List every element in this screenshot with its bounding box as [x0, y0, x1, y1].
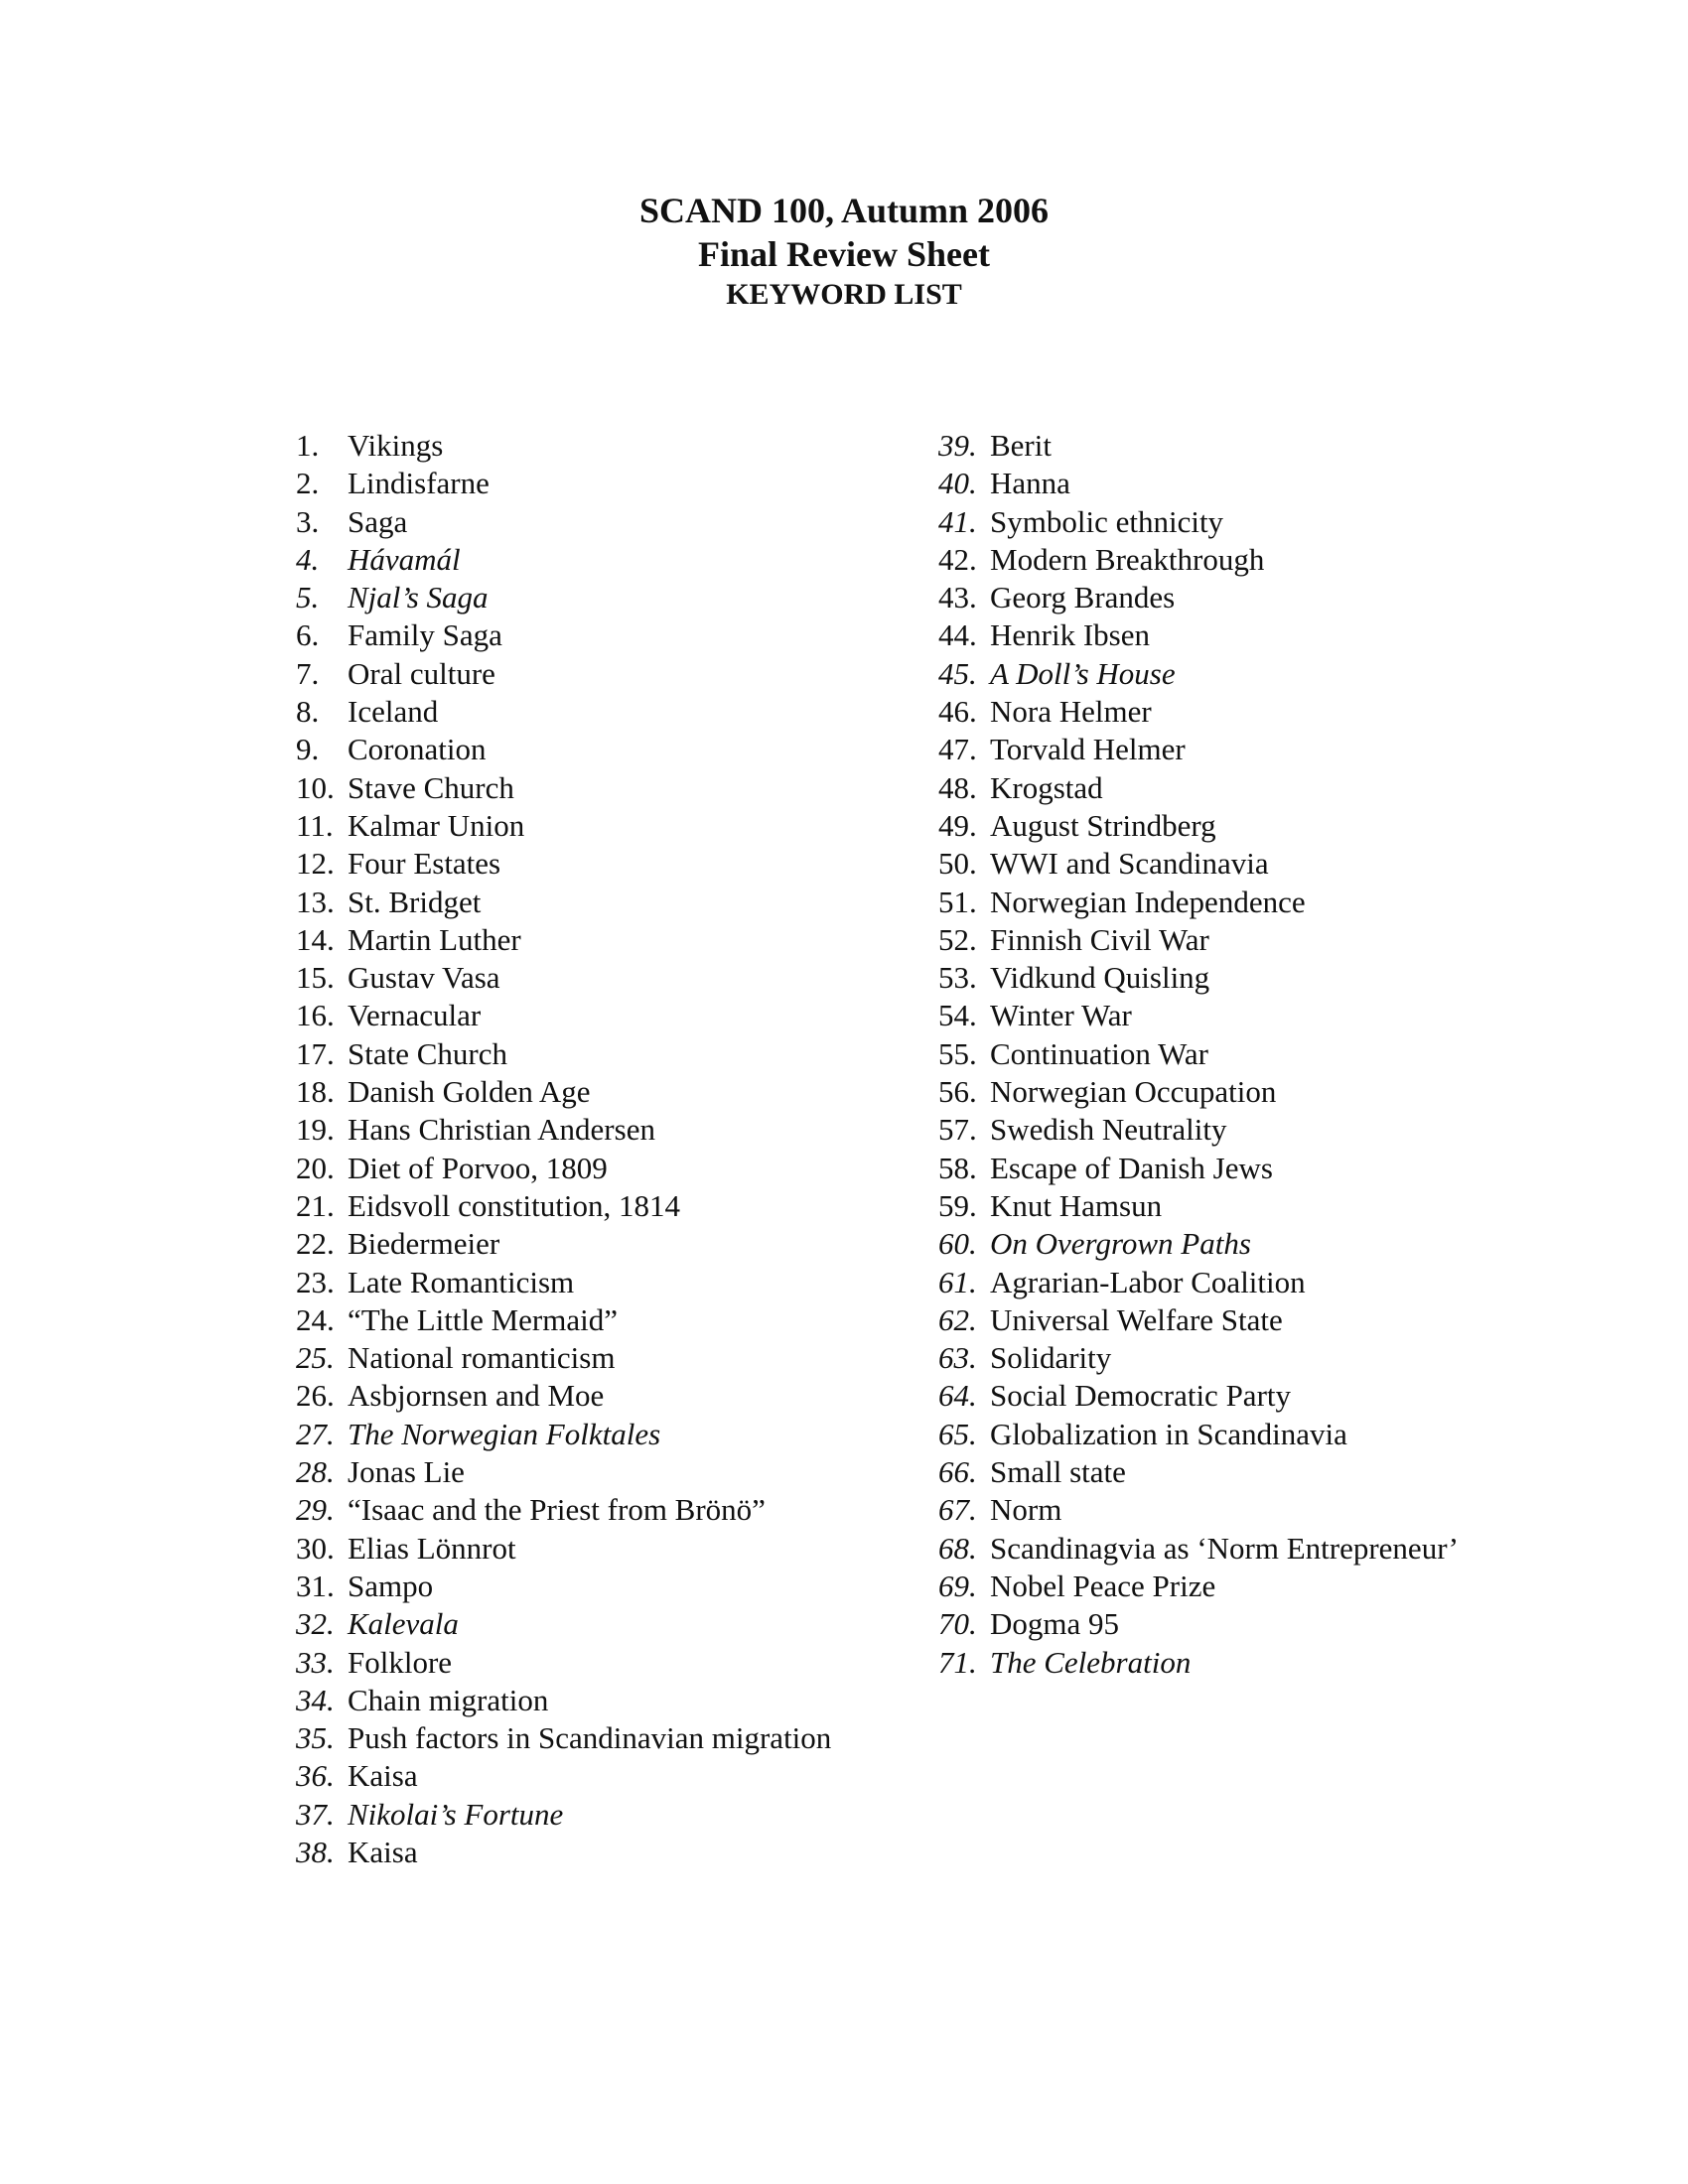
keyword-text: WWI and Scandinavia — [990, 846, 1269, 882]
keyword-item — [938, 1225, 1475, 1263]
keyword-item — [296, 1111, 912, 1149]
keyword-text: Universal Welfare State — [990, 1301, 1283, 1337]
keyword-text: St. Bridget — [348, 884, 482, 919]
keyword-text: Knut Hamsun — [990, 1187, 1163, 1223]
keyword-number: 54. — [938, 998, 977, 1033]
keyword-text: Globalization in Scandinavia — [990, 1416, 1347, 1451]
keyword-list-right-column — [938, 427, 1475, 1682]
keyword-item — [296, 731, 912, 768]
keyword-number: 13. — [296, 884, 335, 919]
keyword-item — [296, 1377, 912, 1415]
keyword-text: Nobel Peace Prize — [990, 1568, 1216, 1603]
keyword-text: Coronation — [348, 732, 487, 767]
document-header — [0, 189, 1688, 314]
keyword-item — [938, 465, 1475, 502]
keyword-item — [296, 1187, 912, 1225]
keyword-item — [938, 1111, 1475, 1149]
keyword-number: 62. — [938, 1301, 977, 1337]
keyword-text: The Celebration — [990, 1644, 1192, 1680]
keyword-number: 52. — [938, 921, 977, 957]
keyword-text: Diet of Porvoo, 1809 — [348, 1150, 608, 1185]
keyword-number: 30. — [296, 1530, 335, 1566]
keyword-item — [296, 616, 912, 654]
keyword-number: 11. — [296, 807, 334, 843]
keyword-item — [296, 1301, 912, 1339]
keyword-number: 6. — [296, 617, 320, 653]
keyword-item — [938, 1530, 1475, 1568]
keyword-number: 9. — [296, 732, 320, 767]
keyword-text: Continuation War — [990, 1035, 1208, 1071]
keyword-text: Jonas Lie — [348, 1454, 465, 1490]
keyword-text: Scandinagvia as ‘Norm Entrepreneur’ — [990, 1530, 1459, 1566]
keyword-number: 37. — [296, 1796, 335, 1832]
keyword-text: Folklore — [348, 1644, 453, 1680]
keyword-number: 66. — [938, 1454, 977, 1490]
keyword-text: On Overgrown Paths — [990, 1226, 1251, 1262]
keyword-item — [296, 1035, 912, 1073]
keyword-item — [296, 1796, 912, 1834]
keyword-item — [296, 1719, 912, 1757]
keyword-text: Swedish Neutrality — [990, 1112, 1227, 1148]
keyword-number: 53. — [938, 960, 977, 996]
keyword-number: 16. — [296, 998, 335, 1033]
keyword-number: 55. — [938, 1035, 977, 1071]
keyword-number: 57. — [938, 1112, 977, 1148]
keyword-number: 10. — [296, 769, 335, 805]
keyword-text: Push factors in Scandinavian migration — [348, 1720, 832, 1756]
keyword-text: Solidarity — [990, 1340, 1112, 1376]
keyword-text: Late Romanticism — [348, 1264, 575, 1299]
keyword-text: Family Saga — [348, 617, 502, 653]
keyword-text: Nikolai’s Fortune — [348, 1796, 564, 1832]
keyword-item — [296, 1605, 912, 1643]
keyword-number: 58. — [938, 1150, 977, 1185]
keyword-text: Modern Breakthrough — [990, 541, 1265, 577]
keyword-number: 59. — [938, 1187, 977, 1223]
keyword-item — [938, 959, 1475, 997]
keyword-text: “The Little Mermaid” — [348, 1301, 618, 1337]
keyword-item — [296, 503, 912, 541]
keyword-text: Hanna — [990, 466, 1070, 501]
keyword-text: The Norwegian Folktales — [348, 1416, 661, 1451]
keyword-number: 24. — [296, 1301, 335, 1337]
keyword-text: Kaisa — [348, 1834, 418, 1869]
keyword-text: Chain migration — [348, 1682, 549, 1717]
keyword-text: Oral culture — [348, 655, 495, 691]
keyword-item — [938, 1491, 1475, 1529]
keyword-number: 22. — [296, 1226, 335, 1262]
keyword-text: Hans Christian Andersen — [348, 1112, 655, 1148]
keyword-number: 31. — [296, 1568, 335, 1603]
keyword-item — [938, 693, 1475, 731]
keyword-text: Vikings — [348, 428, 444, 463]
keyword-item — [296, 1757, 912, 1795]
keyword-text: Vernacular — [348, 998, 482, 1033]
keyword-item — [296, 769, 912, 807]
keyword-item — [938, 731, 1475, 768]
keyword-number: 38. — [296, 1834, 335, 1869]
keyword-number: 43. — [938, 580, 977, 615]
keyword-number: 63. — [938, 1340, 977, 1376]
keyword-number: 60. — [938, 1226, 977, 1262]
keyword-text: Lindisfarne — [348, 466, 490, 501]
keyword-item — [938, 1339, 1475, 1377]
keyword-list-left-column — [296, 427, 912, 1871]
keyword-number: 32. — [296, 1606, 335, 1642]
keyword-text: Biedermeier — [348, 1226, 500, 1262]
keyword-text: Krogstad — [990, 769, 1103, 805]
keyword-number: 12. — [296, 846, 335, 882]
keyword-text: August Strindberg — [990, 807, 1216, 843]
keyword-number: 26. — [296, 1378, 335, 1414]
keyword-item — [296, 1225, 912, 1263]
keyword-item — [296, 579, 912, 616]
keyword-number: 14. — [296, 921, 335, 957]
keyword-number: 61. — [938, 1264, 977, 1299]
keyword-number: 20. — [296, 1150, 335, 1185]
keyword-item — [938, 997, 1475, 1034]
keyword-text: Torvald Helmer — [990, 732, 1186, 767]
keyword-item — [296, 1264, 912, 1301]
keyword-item — [938, 1453, 1475, 1491]
keyword-item — [938, 503, 1475, 541]
keyword-item — [938, 1187, 1475, 1225]
keyword-text: Social Democratic Party — [990, 1378, 1292, 1414]
keyword-number: 25. — [296, 1340, 335, 1376]
keyword-number: 44. — [938, 617, 977, 653]
keyword-item — [938, 807, 1475, 845]
keyword-number: 48. — [938, 769, 977, 805]
keyword-item — [938, 845, 1475, 883]
keyword-text: Norwegian Occupation — [990, 1074, 1277, 1110]
keyword-list-heading: KEYWORD LIST — [726, 278, 962, 311]
keyword-number: 7. — [296, 655, 320, 691]
keyword-item — [296, 1530, 912, 1568]
keyword-text: Escape of Danish Jews — [990, 1150, 1273, 1185]
keyword-item — [296, 1150, 912, 1187]
keyword-text: Njal’s Saga — [348, 580, 489, 615]
keyword-item — [938, 1150, 1475, 1187]
keyword-text: Asbjornsen and Moe — [348, 1378, 605, 1414]
keyword-number: 4. — [296, 541, 320, 577]
keyword-text: “Isaac and the Priest from Brönö” — [348, 1492, 766, 1528]
keyword-number: 47. — [938, 732, 977, 767]
keyword-item — [938, 1035, 1475, 1073]
keyword-text: Nora Helmer — [990, 694, 1152, 730]
keyword-item — [296, 1416, 912, 1453]
keyword-text: A Doll’s House — [990, 655, 1176, 691]
keyword-text: Elias Lönnrot — [348, 1530, 516, 1566]
keyword-item — [938, 884, 1475, 921]
keyword-number: 71. — [938, 1644, 977, 1680]
keyword-text: Vidkund Quisling — [990, 960, 1210, 996]
keyword-number: 46. — [938, 694, 977, 730]
keyword-text: Norwegian Independence — [990, 884, 1306, 919]
keyword-number: 35. — [296, 1720, 335, 1756]
keyword-item — [296, 807, 912, 845]
keyword-number: 34. — [296, 1682, 335, 1717]
keyword-number: 28. — [296, 1454, 335, 1490]
keyword-item — [296, 427, 912, 465]
keyword-item — [296, 1682, 912, 1719]
keyword-number: 19. — [296, 1112, 335, 1148]
keyword-text: Saga — [348, 503, 408, 539]
keyword-item — [938, 1377, 1475, 1415]
keyword-number: 51. — [938, 884, 977, 919]
keyword-number: 56. — [938, 1074, 977, 1110]
keyword-number: 23. — [296, 1264, 335, 1299]
keyword-item — [296, 845, 912, 883]
keyword-number: 69. — [938, 1568, 977, 1603]
keyword-text: National romanticism — [348, 1340, 616, 1376]
keyword-number: 18. — [296, 1074, 335, 1110]
keyword-number: 68. — [938, 1530, 977, 1566]
document-title: SCAND 100, Autumn 2006 — [638, 191, 1050, 230]
keyword-number: 41. — [938, 503, 977, 539]
keyword-text: Henrik Ibsen — [990, 617, 1150, 653]
keyword-item — [938, 769, 1475, 807]
keyword-text: State Church — [348, 1035, 507, 1071]
keyword-number: 33. — [296, 1644, 335, 1680]
keyword-number: 17. — [296, 1035, 335, 1071]
keyword-item — [938, 427, 1475, 465]
keyword-text: Sampo — [348, 1568, 434, 1603]
keyword-item — [296, 1568, 912, 1605]
keyword-item — [296, 1453, 912, 1491]
keyword-item — [296, 921, 912, 959]
keyword-number: 70. — [938, 1606, 977, 1642]
keyword-number: 1. — [296, 428, 320, 463]
keyword-item — [296, 655, 912, 693]
keyword-item — [938, 579, 1475, 616]
keyword-text: Agrarian-Labor Coalition — [990, 1264, 1306, 1299]
keyword-item — [938, 655, 1475, 693]
keyword-item — [296, 1073, 912, 1111]
keyword-item — [296, 959, 912, 997]
keyword-number: 8. — [296, 694, 320, 730]
keyword-text: Danish Golden Age — [348, 1074, 591, 1110]
keyword-text: Georg Brandes — [990, 580, 1176, 615]
keyword-number: 3. — [296, 503, 320, 539]
keyword-item — [296, 1339, 912, 1377]
keyword-number: 5. — [296, 580, 320, 615]
keyword-text: Berit — [990, 428, 1052, 463]
keyword-number: 50. — [938, 846, 977, 882]
keyword-item — [938, 541, 1475, 579]
keyword-number: 39. — [938, 428, 977, 463]
keyword-number: 29. — [296, 1492, 335, 1528]
keyword-text: Norm — [990, 1492, 1062, 1528]
keyword-item — [938, 1073, 1475, 1111]
keyword-item — [938, 921, 1475, 959]
keyword-item — [938, 1644, 1475, 1682]
keyword-text: Hávamál — [348, 541, 461, 577]
keyword-item — [296, 465, 912, 502]
keyword-text: Stave Church — [348, 769, 514, 805]
keyword-number: 64. — [938, 1378, 977, 1414]
keyword-number: 15. — [296, 960, 335, 996]
document-subtitle: Final Review Sheet — [698, 234, 990, 274]
keyword-item — [938, 1264, 1475, 1301]
keyword-item — [296, 1834, 912, 1871]
keyword-text: Kalmar Union — [348, 807, 525, 843]
keyword-number: 42. — [938, 541, 977, 577]
keyword-text: Kalevala — [348, 1606, 459, 1642]
keyword-item — [296, 541, 912, 579]
keyword-item — [296, 1491, 912, 1529]
keyword-item — [938, 1301, 1475, 1339]
keyword-text: Dogma 95 — [990, 1606, 1120, 1642]
keyword-text: Gustav Vasa — [348, 960, 500, 996]
keyword-item — [938, 1568, 1475, 1605]
keyword-item — [938, 1416, 1475, 1453]
keyword-number: 40. — [938, 466, 977, 501]
keyword-item — [296, 1644, 912, 1682]
keyword-text: Iceland — [348, 694, 439, 730]
keyword-text: Four Estates — [348, 846, 501, 882]
keyword-text: Small state — [990, 1454, 1126, 1490]
keyword-number: 67. — [938, 1492, 977, 1528]
keyword-text: Martin Luther — [348, 921, 521, 957]
keyword-item — [296, 693, 912, 731]
keyword-number: 36. — [296, 1758, 335, 1794]
keyword-item — [938, 1605, 1475, 1643]
keyword-text: Symbolic ethnicity — [990, 503, 1224, 539]
keyword-number: 65. — [938, 1416, 977, 1451]
keyword-number: 21. — [296, 1187, 335, 1223]
keyword-number: 45. — [938, 655, 977, 691]
keyword-text: Eidsvoll constitution, 1814 — [348, 1187, 680, 1223]
keyword-text: Winter War — [990, 998, 1132, 1033]
keyword-item — [296, 884, 912, 921]
keyword-item — [296, 997, 912, 1034]
keyword-text: Finnish Civil War — [990, 921, 1209, 957]
keyword-text: Kaisa — [348, 1758, 418, 1794]
keyword-number: 27. — [296, 1416, 335, 1451]
keyword-number: 49. — [938, 807, 977, 843]
keyword-number: 2. — [296, 466, 320, 501]
keyword-item — [938, 616, 1475, 654]
